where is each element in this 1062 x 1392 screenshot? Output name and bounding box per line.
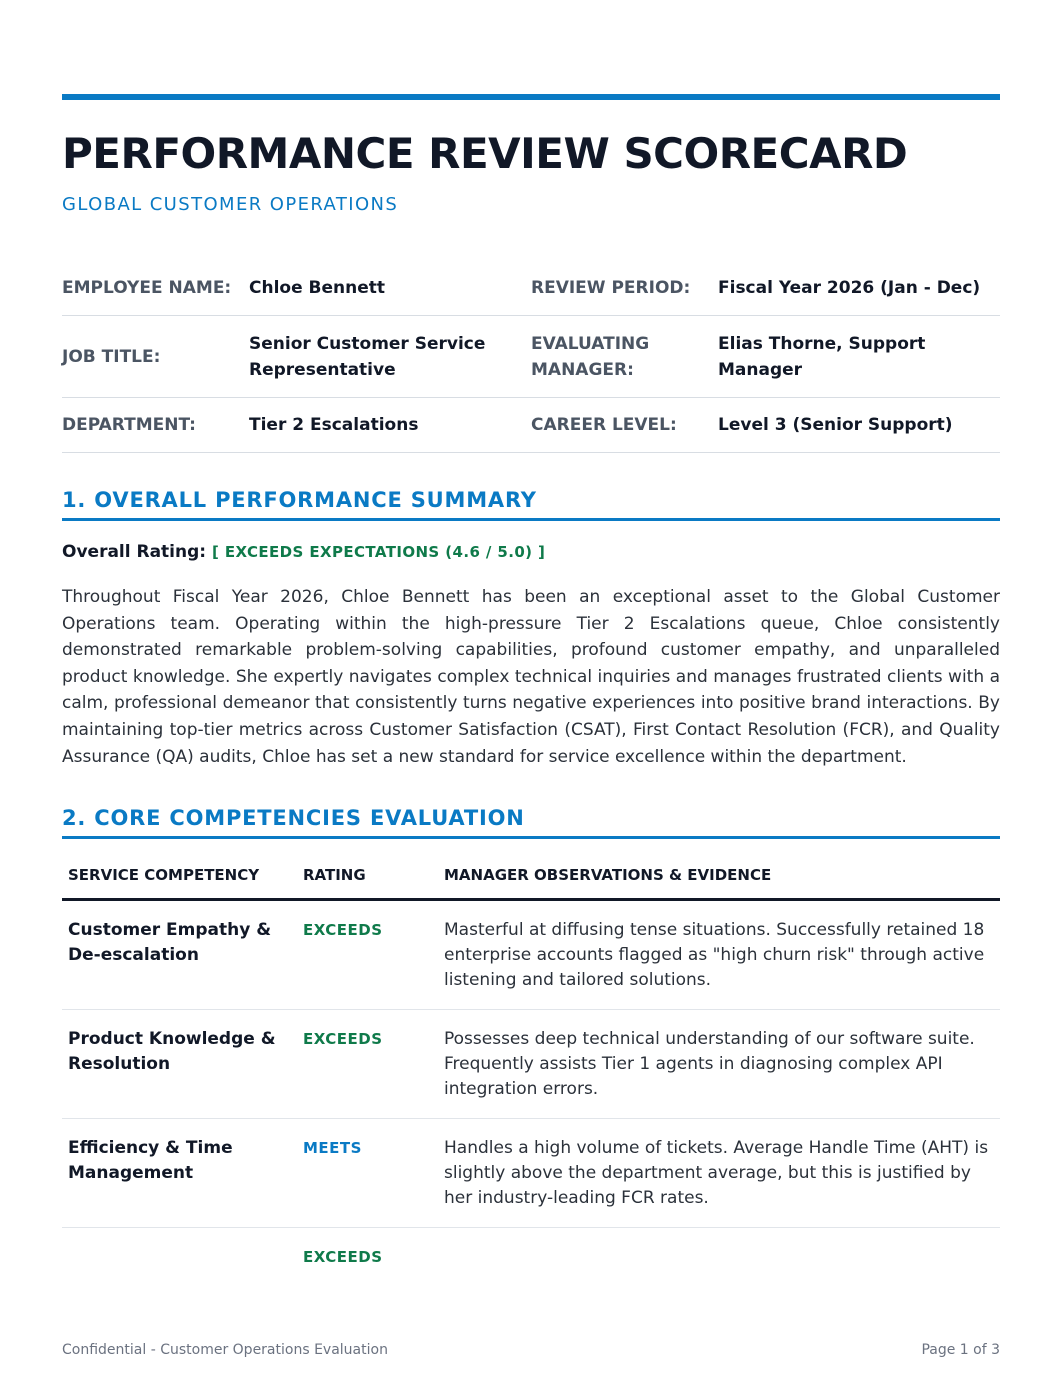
info-value: Fiscal Year 2026 (Jan - Dec) bbox=[718, 277, 981, 298]
table-row bbox=[62, 901, 1000, 1010]
page-title: PERFORMANCE REVIEW SCORECARD bbox=[62, 129, 908, 178]
page-subtitle: GLOBAL CUSTOMER OPERATIONS bbox=[62, 194, 399, 215]
info-label: JOB TITLE: bbox=[62, 346, 161, 367]
competency-observation: Handles a high volume of tickets. Average Handle Time (AHT) is slightly above the department average, but this is justified by her industry-leading FCR rates. bbox=[444, 1138, 989, 1208]
overall-rating bbox=[62, 542, 545, 562]
employee-info-table bbox=[62, 260, 1000, 453]
footer-page-number: Page 1 of 3 bbox=[921, 1342, 1000, 1358]
competency-name: Customer Empathy & De-escalation bbox=[68, 920, 272, 965]
competency-observation: Possesses deep technical understanding of our software suite. Frequently assists Tier 1 agents in diagnosing complex API integration errors. bbox=[444, 1029, 975, 1099]
info-label: EVALUATING MANAGER: bbox=[531, 333, 650, 380]
overall-rating-value: [ EXCEEDS EXPECTATIONS (4.6 / 5.0) ] bbox=[212, 543, 546, 561]
competency-rating: EXCEEDS bbox=[303, 1030, 383, 1048]
column-header: SERVICE COMPETENCY bbox=[68, 866, 260, 884]
info-label: REVIEW PERIOD: bbox=[531, 277, 691, 298]
info-row bbox=[62, 398, 1000, 453]
competency-rating: EXCEEDS bbox=[303, 921, 383, 939]
info-row bbox=[62, 260, 1000, 316]
table-row bbox=[62, 1119, 1000, 1228]
competency-observation: Masterful at diffusing tense situations. Successfully retained 18 enterprise accounts flagged as "high churn risk" through active listening and tailored solutions. bbox=[444, 920, 985, 990]
info-value: Chloe Bennett bbox=[249, 277, 386, 298]
summary-paragraph: Throughout Fiscal Year 2026, Chloe Bennett has been an exceptional asset to the Global Customer Operations team. Operating within the high-pressure Tier 2 Escalations queue, Chloe consistently demonstrated remarkable problem-solving capabilities, profound customer empathy, and unparalleled product knowledge. She expertly navigates complex technical inquiries and manages frustrated clients with a calm, professional demeanor that consistently turns negative experiences into positive brand interactions. By maintaining top-tier metrics across Customer Satisfaction (CSAT), First Contact Resolution (FCR), and Quality Assurance (QA) audits, Chloe has set a new standard for service excellence within the department. bbox=[62, 587, 1000, 767]
table-header bbox=[62, 866, 1000, 901]
info-value: Senior Customer Service Representative bbox=[249, 333, 486, 380]
top-accent-bar bbox=[62, 94, 1000, 100]
table-row bbox=[62, 1228, 1000, 1288]
competency-observation bbox=[438, 1245, 1000, 1288]
competency-name: Efficiency & Time Management bbox=[68, 1138, 233, 1183]
info-label: EMPLOYEE NAME: bbox=[62, 277, 232, 298]
overall-rating-label: Overall Rating: bbox=[62, 542, 207, 562]
table-row bbox=[62, 1010, 1000, 1119]
competency-name bbox=[62, 1245, 297, 1288]
info-value: Tier 2 Escalations bbox=[249, 415, 419, 435]
info-label: CAREER LEVEL: bbox=[531, 415, 677, 435]
competencies-table bbox=[62, 866, 1000, 1288]
competency-rating: MEETS bbox=[303, 1139, 362, 1157]
column-header: RATING bbox=[303, 866, 366, 884]
section-heading-summary: 1. OVERALL PERFORMANCE SUMMARY bbox=[62, 488, 1000, 521]
info-value: Elias Thorne, Support Manager bbox=[718, 333, 926, 380]
info-value: Level 3 (Senior Support) bbox=[718, 415, 953, 435]
competency-rating: EXCEEDS bbox=[303, 1248, 383, 1266]
competency-name: Product Knowledge & Resolution bbox=[68, 1029, 276, 1074]
info-label: DEPARTMENT: bbox=[62, 415, 196, 435]
column-header: MANAGER OBSERVATIONS & EVIDENCE bbox=[444, 866, 772, 884]
section-heading-competencies: 2. CORE COMPETENCIES EVALUATION bbox=[62, 806, 1000, 839]
info-row bbox=[62, 316, 1000, 398]
footer-confidential: Confidential - Customer Operations Evaluation bbox=[62, 1342, 388, 1358]
